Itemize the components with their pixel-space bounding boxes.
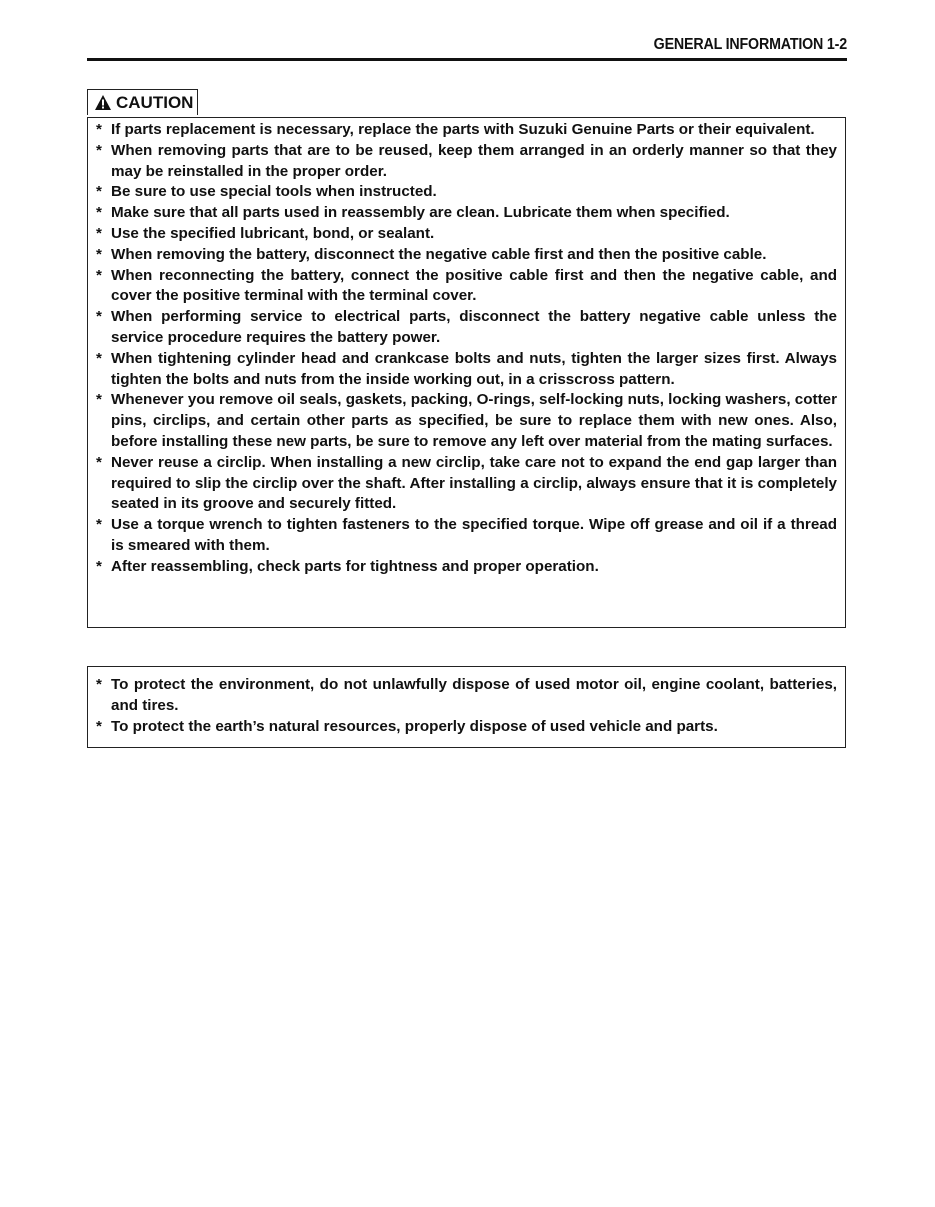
bullet-star: * xyxy=(96,121,102,138)
caution-item-text: If parts replacement is necessary, replace the parts with Suzuki Genuine Parts or their equivalent. xyxy=(111,121,815,138)
bullet-star: * xyxy=(96,224,102,242)
caution-box xyxy=(87,117,846,628)
bullet-star: * xyxy=(96,717,102,735)
caution-item-text: Use a torque wrench to tighten fasteners to the specified torque. Wipe off grease and oil if a thread is smeared with them. xyxy=(111,516,837,554)
caution-list xyxy=(96,120,837,578)
bullet-star: * xyxy=(96,453,102,471)
bullet-star: * xyxy=(96,266,102,284)
bullet-star: * xyxy=(96,183,102,201)
caution-item-text: When reconnecting the battery, connect the positive cable first and then the negative cable, and cover the positive terminal with the terminal cover. xyxy=(111,266,837,305)
bullet-star: * xyxy=(96,516,102,534)
caution-item xyxy=(96,266,837,308)
warning-triangle-icon xyxy=(94,94,112,111)
bullet-star: * xyxy=(96,308,102,326)
environment-item-text: To protect the environment, do not unlawfully dispose of used motor oil, engine coolant, batteries, and tires. xyxy=(111,676,837,714)
caution-item-text: When performing service to electrical parts, disconnect the battery negative cable unless the service procedure requires the battery power. xyxy=(111,308,837,346)
caution-item xyxy=(96,515,837,557)
header-rule xyxy=(87,58,847,61)
caution-item-text: Use the specified lubricant, bond, or sealant. xyxy=(111,224,435,242)
environment-box xyxy=(87,666,846,748)
caution-item xyxy=(96,120,837,141)
caution-item-text: Make sure that all parts used in reassembly are clean. Lubricate them when specified. xyxy=(111,204,730,222)
caution-item-text: Whenever you remove oil seals, gaskets, packing, O-rings, self-locking nuts, locking washers, cotter pins, circlips, and certain other parts as specified, be sure to replace them with new ones. Also, before installing these new parts, be sure to remove any left over material from the mating surfaces. xyxy=(111,391,837,450)
environment-list xyxy=(96,675,837,737)
environment-item xyxy=(96,675,837,717)
caution-item xyxy=(96,557,837,578)
bullet-star: * xyxy=(96,245,102,263)
caution-item-text: When removing parts that are to be reused, keep them arranged in an orderly manner so that they may be reinstalled in the proper order. xyxy=(111,141,837,180)
caution-item xyxy=(96,453,837,515)
caution-item-text: Be sure to use special tools when instructed. xyxy=(111,183,437,201)
caution-item xyxy=(96,182,837,203)
caution-item xyxy=(96,224,837,245)
caution-label xyxy=(87,89,198,115)
caution-item xyxy=(96,141,837,183)
bullet-star: * xyxy=(96,676,102,693)
caution-label-text: CAUTION xyxy=(116,92,194,112)
bullet-star: * xyxy=(96,204,102,222)
caution-item-text: After reassembling, check parts for tightness and proper operation. xyxy=(111,557,599,575)
caution-item xyxy=(96,390,837,452)
bullet-star: * xyxy=(96,557,102,575)
environment-item xyxy=(96,717,837,738)
caution-item-text: When removing the battery, disconnect the negative cable first and then the positive cable. xyxy=(111,245,767,263)
environment-item-text: To protect the earth’s natural resources, properly dispose of used vehicle and parts. xyxy=(111,717,718,735)
page-header-title: GENERAL INFORMATION 1-2 xyxy=(653,36,847,53)
caution-item xyxy=(96,349,837,391)
bullet-star: * xyxy=(96,349,102,367)
caution-item-text: When tightening cylinder head and crankcase bolts and nuts, tighten the larger sizes first. Always tighten the bolts and nuts from the inside working out, in a crisscross pattern. xyxy=(111,349,837,388)
caution-item xyxy=(96,307,837,349)
caution-item-text: Never reuse a circlip. When installing a new circlip, take care not to expand the end gap larger than required to slip the circlip over the shaft. After installing a circlip, always ensure that it is completely seated in its groove and securely fitted. xyxy=(111,453,837,513)
bullet-star: * xyxy=(96,141,102,159)
caution-item xyxy=(96,203,837,224)
caution-item xyxy=(96,245,837,266)
bullet-star: * xyxy=(96,391,102,409)
